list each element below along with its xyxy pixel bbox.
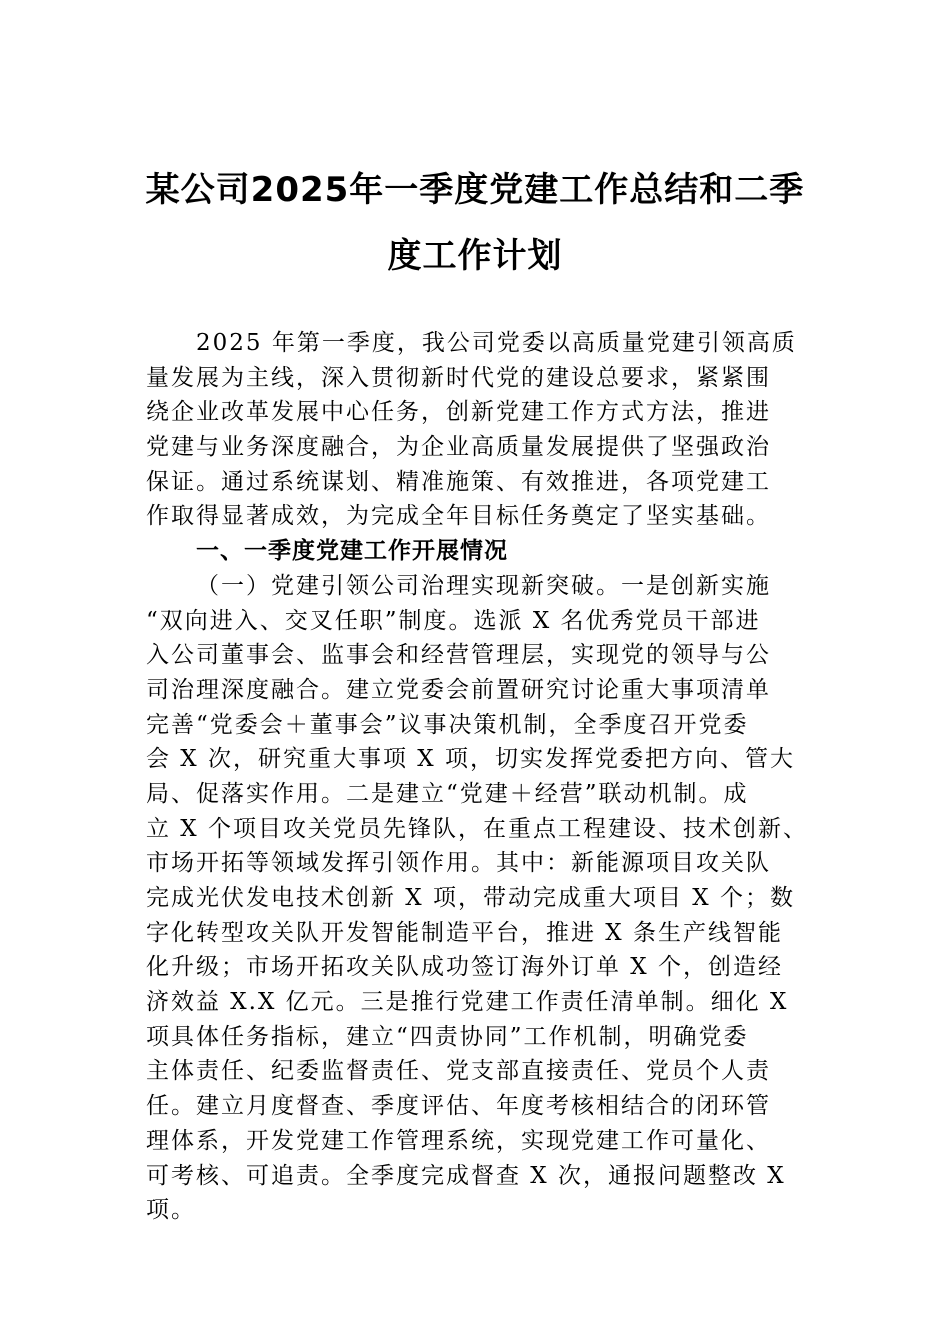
paragraph-line: 完成光伏发电技术创新 X 项，带动完成重大项目 X 个；数 [146, 885, 795, 911]
paragraph-line: 完善“党委会＋董事会”议事决策机制，全季度召开党委 [146, 711, 749, 738]
paragraph-line: 项。 [146, 1197, 196, 1224]
paragraph-line: 2025 年第一季度，我公司党委以高质量党建引领高质 [196, 330, 797, 356]
paragraph-line: 保证。通过系统谋划、精准施策、有效推进，各项党建工 [146, 468, 771, 495]
paragraph-line: 入公司董事会、监事会和经营管理层，实现党的领导与公 [146, 642, 771, 669]
paragraph-line: 主体责任、纪委监督责任、党支部直接责任、党员个人责 [146, 1058, 771, 1085]
paragraph-line: 任。建立月度督查、季度评估、年度考核相结合的闭环管 [146, 1093, 771, 1120]
paragraph-line: “双向进入、交叉任职”制度。选派 X 名优秀党员干部进 [146, 607, 761, 634]
paragraph-line: 绕企业改革发展中心任务，创新党建工作方式方法，推进 [146, 399, 771, 426]
paragraph-line: 项具体任务指标，建立“四责协同”工作机制，明确党委 [146, 1023, 749, 1050]
paragraph-line: 市场开拓等领域发挥引领作用。其中：新能源项目攻关队 [146, 850, 771, 877]
paragraph-line: 会 X 次，研究重大事项 X 项，切实发挥党委把方向、管大 [146, 746, 795, 773]
document-body [146, 326, 826, 1228]
paragraph-line: （一）党建引领公司治理实现新突破。一是创新实施 [196, 572, 771, 599]
paragraph-line: 作取得显著成效，为完成全年目标任务奠定了坚实基础。 [146, 503, 771, 530]
paragraph-line: 司治理深度融合。建立党委会前置研究讨论重大事项清单 [146, 676, 771, 703]
paragraph-line: 可考核、可追责。全季度完成督查 X 次，通报问题整改 X [146, 1162, 786, 1189]
document-title-line-2: 度工作计划 [387, 236, 563, 276]
paragraph-line: 理体系，开发党建工作管理系统，实现党建工作可量化、 [146, 1127, 771, 1154]
section-heading: 一、一季度党建工作开展情况 [196, 538, 508, 565]
paragraph-line: 党建与业务深度融合，为企业高质量发展提供了坚强政治 [146, 434, 771, 461]
paragraph-line: 局、促落实作用。二是建立“党建＋经营”联动机制。成 [146, 780, 749, 807]
paragraph-line: 立 X 个项目攻关党员先锋队，在重点工程建设、技术创新、 [146, 815, 808, 842]
document-title-line-1: 某公司2025年一季度党建工作总结和二季 [145, 170, 805, 210]
paragraph-line: 字化转型攻关队开发智能制造平台，推进 X 条生产线智能 [146, 919, 783, 946]
paragraph-line: 济效益 X.X 亿元。三是推行党建工作责任清单制。细化 X [146, 989, 789, 1016]
paragraph-line: 化升级；市场开拓攻关队成功签订海外订单 X 个，创造经 [146, 954, 783, 981]
paragraph-line: 量发展为主线，深入贯彻新时代党的建设总要求，紧紧围 [146, 364, 771, 391]
